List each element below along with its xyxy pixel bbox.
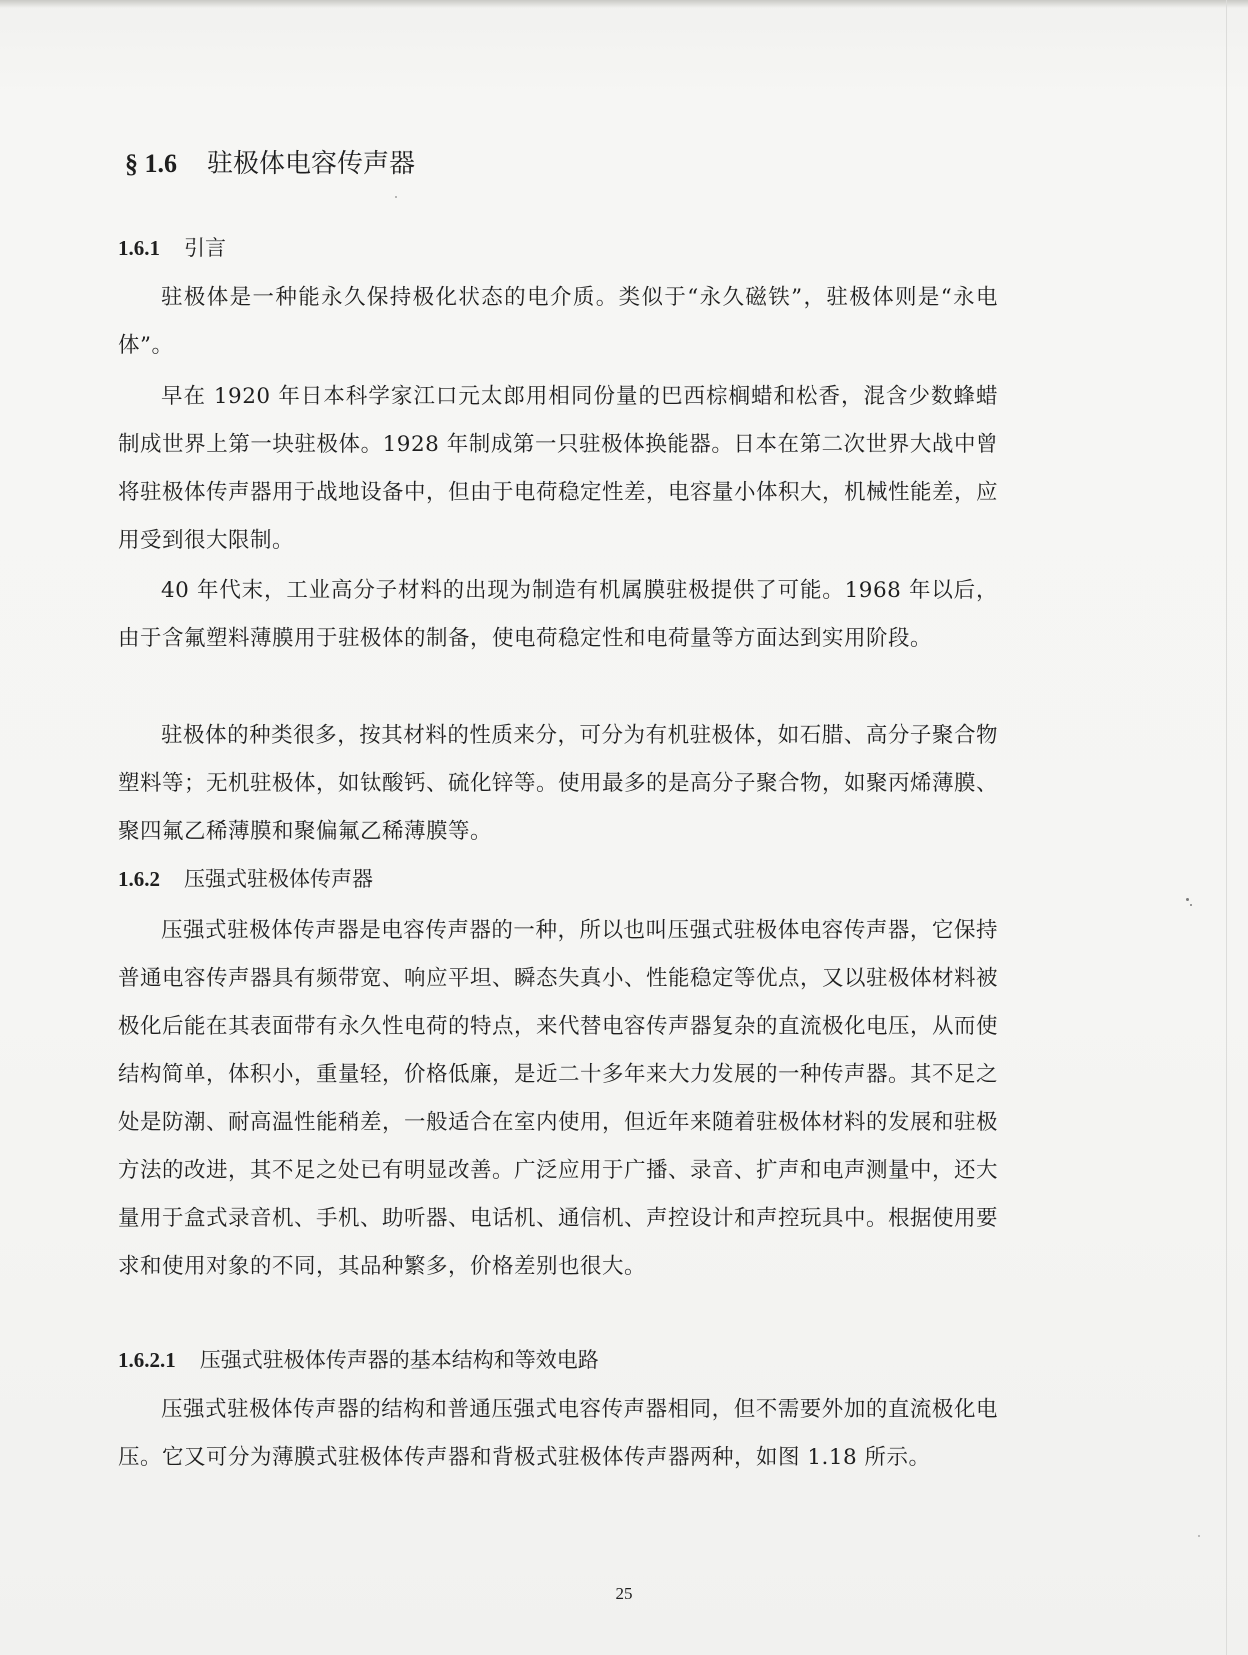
section-title: 驻极体电容传声器: [207, 149, 416, 179]
scan-speck: [1186, 898, 1189, 901]
subsection-number: 1.6.2.1: [118, 1348, 176, 1372]
body-paragraph: 40 年代末，工业高分子材料的出现为制造有机属膜驻极提供了可能。1968 年以后，由于含氟塑料薄膜用于驻极体的制备，使电荷稳定性和电荷量等方面达到实用阶段。: [118, 578, 998, 651]
page-number: 25: [615, 1584, 633, 1603]
body-paragraph: 早在 1920 年日本科学家江口元太郎用相同份量的巴西棕榈蜡和松香，混含少数蜂蜡制成世界上第一块驻极体。1928 年制成第一只驻极体换能器。日本在第二次世界大战中曾将驻极体传声器用于战地设备中，但由于电荷稳定性差，电容量小体积大，机械性能差，应用受到很大限制。: [118, 384, 999, 553]
subsection-heading-structure: [118, 1341, 1018, 1379]
subsection-heading-pressure-electret: [118, 860, 1018, 898]
subsection-title: 引言: [184, 236, 226, 260]
subsection-number: 1.6.1: [118, 236, 160, 260]
scan-top-edge: [0, 0, 1248, 8]
body-paragraph: 压强式驻极体传声器是电容传声器的一种，所以也叫压强式驻极体电容传声器，它保持普通电容传声器具有频带宽、响应平坦、瞬态失真小、性能稳定等优点，又以驻极体材料被极化后能在其表面带有永久性电荷的特点，来代替电容传声器复杂的直流极化电压，从而使结构简单，体积小，重量轻，价格低廉，是近二十多年来大力发展的一种传声器。其不足之处是防潮、耐高温性能稍差，一般适合在室内使用，但近年来随着驻极体材料的发展和驻极方法的改进，其不足之处已有明显改善。广泛应用于广播、录音、扩声和电声测量中，还大量用于盒式录音机、手机、助听器、电话机、通信机、声控设计和声控玩具中。根据使用要求和使用对象的不同，其品种繁多，价格差别也很大。: [118, 918, 999, 1279]
subsection-heading-intro: [118, 229, 1018, 267]
subsection-title: 压强式驻极体传声器: [184, 867, 373, 891]
subsection-title: 压强式驻极体传声器的基本结构和等效电路: [199, 1348, 599, 1372]
body-paragraph: 压强式驻极体传声器的结构和普通压强式电容传声器相同，但不需要外加的直流极化电压。它又可分为薄膜式驻极体传声器和背极式驻极体传声器两种，如图 1.18 所示。: [118, 1397, 998, 1470]
scan-gutter-line: [1226, 0, 1227, 1655]
section-heading: [125, 142, 1025, 186]
body-paragraph: 驻极体的种类很多，按其材料的性质来分，可分为有机驻极体，如石腊、高分子聚合物塑料等；无机驻极体，如钛酸钙、硫化锌等。使用最多的是高分子聚合物，如聚丙烯薄膜、聚四氟乙稀薄膜和聚偏氟乙稀薄膜等。: [118, 723, 999, 844]
body-paragraph: 驻极体是一种能永久保持极化状态的电介质。类似于“永久磁铁”，驻极体则是“永电体”。: [118, 285, 998, 358]
scan-speck: [395, 196, 397, 198]
subsection-number: 1.6.2: [118, 867, 160, 891]
scan-speck: [1190, 904, 1192, 906]
section-number: § 1.6: [125, 149, 177, 178]
scan-speck: [1198, 1535, 1200, 1537]
